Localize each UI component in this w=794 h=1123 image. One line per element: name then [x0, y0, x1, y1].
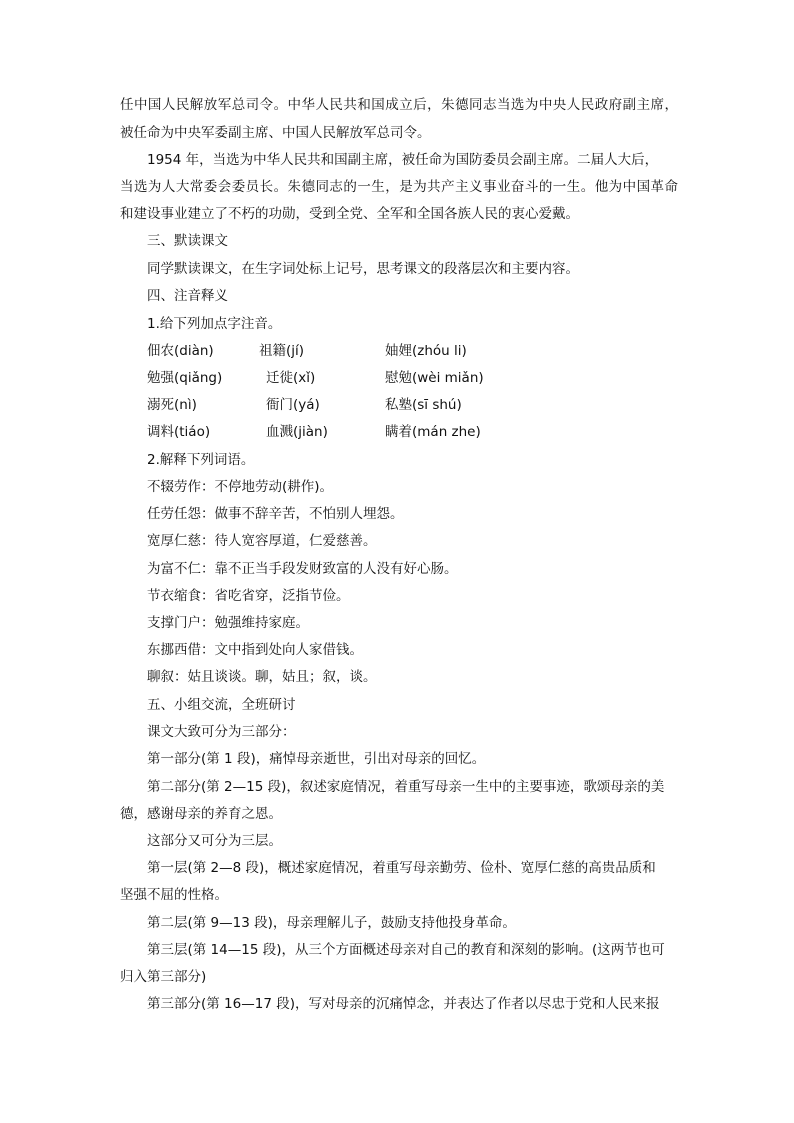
- definition-item: 东挪西借：文中指到处向人家借钱。: [147, 642, 363, 658]
- paragraph-line: 坚强不屈的性格。: [120, 887, 228, 903]
- pinyin-item: 溺死(nì): [147, 397, 197, 413]
- definition-item: 为富不仁：靠不正当手段发财致富的人没有好心肠。: [147, 561, 458, 577]
- paragraph-line: 任中国人民解放军总司令。中华人民共和国成立后，朱德同志当选为中央人民政府副主席，: [120, 97, 678, 113]
- paragraph-line: 第一部分(第 1 段)，痛悼母亲逝世，引出对母亲的回忆。: [147, 751, 486, 767]
- pinyin-item: 佃农(diàn): [147, 343, 214, 359]
- paragraph-line: 第一层(第 2—8 段)，概述家庭情况，着重写母亲勤劳、俭朴、宽厚仁慈的高贵品质和: [147, 860, 656, 876]
- pinyin-item: 慰勉(wèi miǎn): [385, 370, 484, 386]
- pinyin-item: 衙门(yá): [266, 397, 320, 413]
- section-heading: 五、小组交流，全班研讨: [147, 697, 296, 713]
- paragraph-line: 这部分又可分为三层。: [147, 833, 282, 849]
- definition-item: 聊叙：姑且谈谈。聊，姑且；叙，谈。: [147, 669, 377, 685]
- section-heading: 四、注音释义: [147, 288, 228, 304]
- paragraph-line: 同学默读课文，在生字词处标上记号，思考课文的段落层次和主要内容。: [147, 261, 579, 277]
- pinyin-item: 祖籍(jí): [259, 343, 305, 359]
- section-heading: 三、默读课文: [147, 233, 228, 249]
- subheading: 1.给下列加点字注音。: [147, 316, 282, 332]
- subheading: 2.解释下列词语。: [147, 452, 255, 468]
- paragraph-line: 第三部分(第 16—17 段)，写对母亲的沉痛悼念，并表达了作者以尽忠于党和人民来报: [147, 996, 660, 1012]
- paragraph-line: 和建设事业建立了不朽的功勋，受到全党、全军和全国各族人民的衷心爱戴。: [120, 206, 579, 222]
- paragraph-line: 第二层(第 9—13 段)，母亲理解儿子，鼓励支持他投身革命。: [147, 915, 516, 931]
- definition-item: 节衣缩食：省吃省穿，泛指节俭。: [147, 588, 350, 604]
- pinyin-item: 血溅(jiàn): [266, 424, 328, 440]
- paragraph-line: 课文大致可分为三部分：: [147, 724, 296, 740]
- paragraph-line: 德，感谢母亲的养育之恩。: [120, 806, 282, 822]
- paragraph-line: 被任命为中央军委副主席、中国人民解放军总司令。: [120, 125, 431, 141]
- pinyin-item: 瞒着(mán zhe): [385, 424, 481, 440]
- definition-item: 支撑门户：勉强维持家庭。: [147, 615, 309, 631]
- definition-item: 不辍劳作：不停地劳动(耕作)。: [147, 479, 334, 495]
- definition-item: 任劳任怨：做事不辞辛苦，不怕别人埋怨。: [147, 506, 404, 522]
- paragraph-line: 第三层(第 14—15 段)，从三个方面概述母亲对自己的教育和深刻的影响。(这两节也可: [147, 942, 665, 958]
- paragraph-line: 当选为人大常委会委员长。朱德同志的一生，是为共产主义事业奋斗的一生。他为中国革命: [120, 179, 678, 195]
- pinyin-item: 勉强(qiǎng): [147, 370, 223, 386]
- pinyin-item: 私塾(sī shú): [385, 397, 462, 413]
- pinyin-item: 迁徙(xǐ): [266, 370, 316, 386]
- definition-item: 宽厚仁慈：待人宽容厚道，仁爱慈善。: [147, 533, 377, 549]
- paragraph-line: 1954 年，当选为中华人民共和国副主席，被任命为国防委员会副主席。二届人大后，: [147, 152, 659, 168]
- pinyin-item: 调料(tiáo): [147, 424, 211, 440]
- paragraph-line: 第二部分(第 2—15 段)，叙述家庭情况，着重写母亲一生中的主要事迹，歌颂母亲的美: [147, 779, 665, 795]
- pinyin-item: 妯娌(zhóu li): [385, 343, 467, 359]
- paragraph-line: 归入第三部分): [120, 969, 207, 985]
